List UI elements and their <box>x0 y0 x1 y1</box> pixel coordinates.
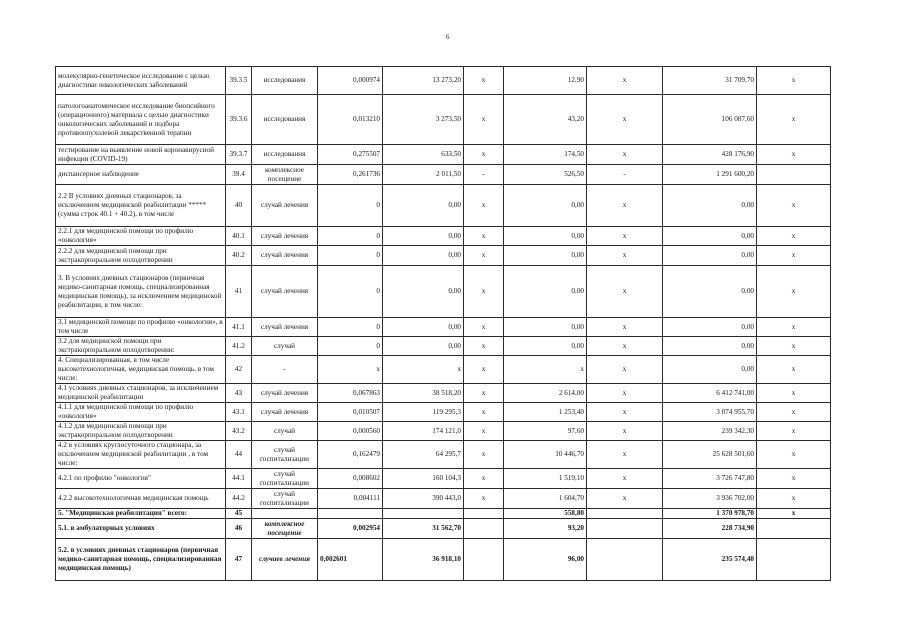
norm-volume-cell: 0,010507 <box>318 403 383 422</box>
cost-unit-cell: 0,00 <box>383 185 464 227</box>
oms-per-capita-cell: 2 614,00 <box>504 384 587 403</box>
row-unit-cell: случай лечения <box>252 246 318 266</box>
row-unit-cell: случай госпитализации <box>252 441 318 469</box>
oms-per-capita-cell: 0,00 <box>504 185 587 227</box>
share-cell: х <box>757 185 831 227</box>
cost-unit-cell: 3 273,50 <box>383 95 464 145</box>
cost-unit-cell: 174 121,0 <box>383 422 464 441</box>
table-row <box>56 469 831 489</box>
budget-per-capita-cell: х <box>464 246 504 266</box>
row-name-cell: 4.1.1 для медицинской помощи по профилю «онкология» <box>56 403 226 422</box>
oms-total-cell: 3 726 747,80 <box>663 469 757 489</box>
oms-total-cell: 0,00 <box>663 318 757 337</box>
cost-unit-cell: 2 011,50 <box>383 165 464 185</box>
oms-per-capita-cell: 97,60 <box>504 422 587 441</box>
row-name-cell: 5.2. в условиях дневных стационаров (первичная медико-санитарная помощь, специализированная медицинская помощь) <box>56 539 226 581</box>
table-row <box>56 441 831 469</box>
row-code-cell: 45 <box>226 509 252 519</box>
oms-per-capita-cell: 43,20 <box>504 95 587 145</box>
budget-per-capita-cell: х <box>464 469 504 489</box>
row-unit-cell: комплексное посещение <box>252 519 318 539</box>
table-row <box>56 227 831 246</box>
budget-per-capita-cell <box>464 509 504 519</box>
table-row <box>56 318 831 337</box>
cost-unit-cell: 38 518,20 <box>383 384 464 403</box>
budget-per-capita-cell <box>464 519 504 539</box>
oms-total-cell: 1 291 600,20 <box>663 165 757 185</box>
row-code-cell: 39.3.6 <box>226 95 252 145</box>
row-name-cell: 4.2.1 по профилю "онкология" <box>56 469 226 489</box>
share-cell: х <box>757 489 831 509</box>
row-name-cell: диспансерное наблюдение <box>56 165 226 185</box>
cost-unit-cell: 31 562,70 <box>383 519 464 539</box>
budget-total-cell: х <box>587 95 663 145</box>
norm-volume-cell: 0 <box>318 185 383 227</box>
budget-total-cell: х <box>587 337 663 356</box>
oms-per-capita-cell: 174,50 <box>504 145 587 165</box>
cost-unit-cell: 633,50 <box>383 145 464 165</box>
share-cell: х <box>757 384 831 403</box>
row-unit-cell: случай <box>252 422 318 441</box>
table-row <box>56 95 831 145</box>
row-unit-cell: случай лечения <box>252 384 318 403</box>
row-unit-cell: случай лечения <box>252 227 318 246</box>
budget-per-capita-cell: х <box>464 67 504 95</box>
oms-per-capita-cell: 96,00 <box>504 539 587 581</box>
row-code-cell: 40.2 <box>226 246 252 266</box>
oms-total-cell: 106 087,60 <box>663 95 757 145</box>
row-unit-cell: случай лечения <box>252 318 318 337</box>
share-cell: х <box>757 227 831 246</box>
norm-volume-cell: 0,261736 <box>318 165 383 185</box>
share-cell: х <box>757 246 831 266</box>
oms-total-cell: 0,00 <box>663 246 757 266</box>
budget-per-capita-cell: х <box>464 266 504 318</box>
table-row <box>56 539 831 581</box>
table-row <box>56 356 831 384</box>
cost-unit-cell: х <box>383 356 464 384</box>
budget-total-cell: - <box>587 165 663 185</box>
oms-per-capita-cell: 1 519,10 <box>504 469 587 489</box>
row-unit-cell <box>252 509 318 519</box>
share-cell: х <box>757 422 831 441</box>
table-row <box>56 384 831 403</box>
norm-volume-cell: 0 <box>318 227 383 246</box>
row-name-cell: 3.2 для медицинской помощи при экстракорпоральном оплодотворении: <box>56 337 226 356</box>
share-cell: х <box>757 469 831 489</box>
row-code-cell: 40 <box>226 185 252 227</box>
row-unit-cell: исследования <box>252 67 318 95</box>
row-name-cell: 4.2.2 высокотехнологичная медицинская помощь <box>56 489 226 509</box>
norm-volume-cell: 0 <box>318 337 383 356</box>
budget-per-capita-cell: - <box>464 165 504 185</box>
norm-volume-cell: 0,004111 <box>318 489 383 509</box>
budget-per-capita-cell: х <box>464 489 504 509</box>
budget-total-cell: х <box>587 145 663 165</box>
table-row <box>56 185 831 227</box>
cost-unit-cell: 0,00 <box>383 318 464 337</box>
oms-total-cell: 3 936 702,00 <box>663 489 757 509</box>
budget-total-cell: х <box>587 227 663 246</box>
row-name-cell: 2.2.1 для медицинской помощи по профилю «онкология» <box>56 227 226 246</box>
oms-per-capita-cell: 1 253,40 <box>504 403 587 422</box>
table-row <box>56 422 831 441</box>
table-row <box>56 489 831 509</box>
cost-unit-cell: 0,00 <box>383 246 464 266</box>
row-unit-cell: случай <box>252 337 318 356</box>
row-name-cell: молекулярно-генетическое исследование с целью диагностики онкологических заболеваний <box>56 67 226 95</box>
budget-total-cell: х <box>587 246 663 266</box>
row-code-cell: 47 <box>226 539 252 581</box>
table-row <box>56 403 831 422</box>
row-name-cell: 4.2 в условиях круглосуточного стационара, за исключением медицинской реабилитации , в том числе: <box>56 441 226 469</box>
budget-total-cell: х <box>587 441 663 469</box>
share-cell <box>757 539 831 581</box>
row-code-cell: 43.2 <box>226 422 252 441</box>
oms-total-cell: 0,00 <box>663 266 757 318</box>
oms-per-capita-cell: 0,00 <box>504 227 587 246</box>
budget-per-capita-cell: х <box>464 227 504 246</box>
norm-volume-cell: 0,002601 <box>318 539 383 581</box>
norm-volume-cell: х <box>318 356 383 384</box>
row-name-cell: 4.1.2 для медицинской помощи при экстракорпоральном оплодотворении <box>56 422 226 441</box>
row-unit-cell: случаев лечения <box>252 539 318 581</box>
budget-per-capita-cell <box>464 539 504 581</box>
row-code-cell: 41.1 <box>226 318 252 337</box>
budget-total-cell <box>587 519 663 539</box>
norm-volume-cell <box>318 509 383 519</box>
norm-volume-cell: 0 <box>318 266 383 318</box>
budget-total-cell: х <box>587 67 663 95</box>
norm-volume-cell: 0 <box>318 246 383 266</box>
oms-per-capita-cell: 0,00 <box>504 318 587 337</box>
norm-volume-cell: 0,000974 <box>318 67 383 95</box>
cost-unit-cell: 119 295,3 <box>383 403 464 422</box>
budget-per-capita-cell: х <box>464 403 504 422</box>
norm-volume-cell: 0,013210 <box>318 95 383 145</box>
norm-volume-cell: 0,162479 <box>318 441 383 469</box>
cost-unit-cell <box>383 509 464 519</box>
budget-per-capita-cell: х <box>464 318 504 337</box>
oms-per-capita-cell: 0,00 <box>504 266 587 318</box>
oms-total-cell: 0,00 <box>663 185 757 227</box>
budget-total-cell: х <box>587 185 663 227</box>
budget-total-cell: х <box>587 266 663 318</box>
oms-total-cell: 0,00 <box>663 337 757 356</box>
oms-total-cell: 428 176,90 <box>663 145 757 165</box>
row-name-cell: 3.1 медицинской помощи по профилю «онкология», в том числе <box>56 318 226 337</box>
oms-total-cell: 0,00 <box>663 356 757 384</box>
budget-per-capita-cell: х <box>464 337 504 356</box>
financial-table <box>55 66 831 581</box>
row-code-cell: 46 <box>226 519 252 539</box>
norm-volume-cell: 0,000560 <box>318 422 383 441</box>
row-name-cell: 2.2 В условиях дневных стационаров, за исключением медицинской реабилитации ***** (сумма строк 40.1 + 40.2), в том числе <box>56 185 226 227</box>
cost-unit-cell: 160 104,3 <box>383 469 464 489</box>
oms-total-cell: 1 370 978,70 <box>663 509 757 519</box>
norm-volume-cell: 0,067863 <box>318 384 383 403</box>
row-unit-cell: комплексное посещение <box>252 165 318 185</box>
oms-per-capita-cell: 1 604,70 <box>504 489 587 509</box>
share-cell: х <box>757 67 831 95</box>
share-cell: х <box>757 403 831 422</box>
share-cell: х <box>757 509 831 519</box>
row-code-cell: 44.2 <box>226 489 252 509</box>
budget-total-cell: х <box>587 469 663 489</box>
page-number: 6 <box>446 33 450 41</box>
table-row <box>56 246 831 266</box>
cost-unit-cell: 0,00 <box>383 266 464 318</box>
oms-per-capita-cell: 12,90 <box>504 67 587 95</box>
row-code-cell: 43 <box>226 384 252 403</box>
oms-total-cell: 239 342,30 <box>663 422 757 441</box>
share-cell: х <box>757 441 831 469</box>
budget-total-cell: х <box>587 318 663 337</box>
row-name-cell: тестирование на выявление новой коронавирусной инфекции (COVID-19) <box>56 145 226 165</box>
cost-unit-cell: 0,00 <box>383 227 464 246</box>
oms-total-cell: 235 574,40 <box>663 539 757 581</box>
table-row <box>56 337 831 356</box>
row-code-cell: 44 <box>226 441 252 469</box>
budget-total-cell: х <box>587 356 663 384</box>
oms-per-capita-cell: х <box>504 356 587 384</box>
oms-total-cell: 3 074 955,70 <box>663 403 757 422</box>
budget-per-capita-cell: х <box>464 185 504 227</box>
budget-total-cell <box>587 539 663 581</box>
budget-total-cell: х <box>587 384 663 403</box>
table-row <box>56 145 831 165</box>
budget-per-capita-cell: х <box>464 441 504 469</box>
share-cell <box>757 519 831 539</box>
cost-unit-cell: 36 918,10 <box>383 539 464 581</box>
oms-total-cell: 6 412 741,00 <box>663 384 757 403</box>
cost-unit-cell: 13 273,20 <box>383 67 464 95</box>
norm-volume-cell: 0,002954 <box>318 519 383 539</box>
row-name-cell: 3. В условиях дневных стационаров (первичная медико-санитарная помощь, специализированная медицинская помощь), за исключением медицинской реабилитации, в том числе: <box>56 266 226 318</box>
row-name-cell: 5. "Медицинская реабилитация" всего: <box>56 509 226 519</box>
budget-per-capita-cell: х <box>464 145 504 165</box>
row-code-cell: 39.4 <box>226 165 252 185</box>
share-cell: х <box>757 145 831 165</box>
share-cell: х <box>757 318 831 337</box>
oms-total-cell: 228 734,90 <box>663 519 757 539</box>
table-row <box>56 519 831 539</box>
budget-per-capita-cell: х <box>464 422 504 441</box>
share-cell: х <box>757 95 831 145</box>
oms-total-cell: 31 709,70 <box>663 67 757 95</box>
row-unit-cell: случай лечения <box>252 403 318 422</box>
oms-total-cell: 0,00 <box>663 227 757 246</box>
budget-total-cell: х <box>587 489 663 509</box>
row-unit-cell: случай лечения <box>252 266 318 318</box>
row-code-cell: 39.3.7 <box>226 145 252 165</box>
share-cell: х <box>757 266 831 318</box>
share-cell <box>757 165 831 185</box>
oms-total-cell: 25 628 501,60 <box>663 441 757 469</box>
share-cell: х <box>757 356 831 384</box>
row-code-cell: 43.1 <box>226 403 252 422</box>
oms-per-capita-cell: 10 446,70 <box>504 441 587 469</box>
budget-total-cell <box>587 509 663 519</box>
row-unit-cell: - <box>252 356 318 384</box>
row-name-cell: патологоанатомическое исследование биопсийного (операционного) материала с целью диагностики онкологических заболеваний и подбора противоопухолевой лекарственной терапии <box>56 95 226 145</box>
oms-per-capita-cell: 558,80 <box>504 509 587 519</box>
row-code-cell: 44.1 <box>226 469 252 489</box>
oms-per-capita-cell: 0,00 <box>504 246 587 266</box>
row-unit-cell: случай лечения <box>252 185 318 227</box>
norm-volume-cell: 0 <box>318 318 383 337</box>
cost-unit-cell: 64 295,7 <box>383 441 464 469</box>
table-row <box>56 509 831 519</box>
table-row <box>56 165 831 185</box>
budget-total-cell: х <box>587 403 663 422</box>
row-name-cell: 5.1. в амбулаторных условиях <box>56 519 226 539</box>
row-name-cell: 4.1 условиях дневных стационаров, за исключением медицинской реабилитации <box>56 384 226 403</box>
norm-volume-cell: 0,275507 <box>318 145 383 165</box>
budget-per-capita-cell: х <box>464 384 504 403</box>
row-unit-cell: случай госпитализации <box>252 489 318 509</box>
row-name-cell: 4. Специализированная, в том числе высокотехнологичная, медицинская помощь, в том числе: <box>56 356 226 384</box>
row-name-cell: 2.2.2 для медицинской помощи при экстракорпоральном оплодотворении <box>56 246 226 266</box>
row-code-cell: 41 <box>226 266 252 318</box>
table-row <box>56 67 831 95</box>
budget-per-capita-cell: х <box>464 356 504 384</box>
oms-per-capita-cell: 93,20 <box>504 519 587 539</box>
row-unit-cell: исследования <box>252 145 318 165</box>
row-code-cell: 39.3.5 <box>226 67 252 95</box>
cost-unit-cell: 0,00 <box>383 337 464 356</box>
row-unit-cell: исследования <box>252 95 318 145</box>
share-cell: х <box>757 337 831 356</box>
norm-volume-cell: 0,008602 <box>318 469 383 489</box>
budget-per-capita-cell: х <box>464 95 504 145</box>
oms-per-capita-cell: 526,50 <box>504 165 587 185</box>
oms-per-capita-cell: 0,00 <box>504 337 587 356</box>
budget-total-cell: х <box>587 422 663 441</box>
table-row <box>56 266 831 318</box>
row-unit-cell: случай госпитализации <box>252 469 318 489</box>
row-code-cell: 42 <box>226 356 252 384</box>
row-code-cell: 41.2 <box>226 337 252 356</box>
cost-unit-cell: 390 443,0 <box>383 489 464 509</box>
row-code-cell: 40.1 <box>226 227 252 246</box>
